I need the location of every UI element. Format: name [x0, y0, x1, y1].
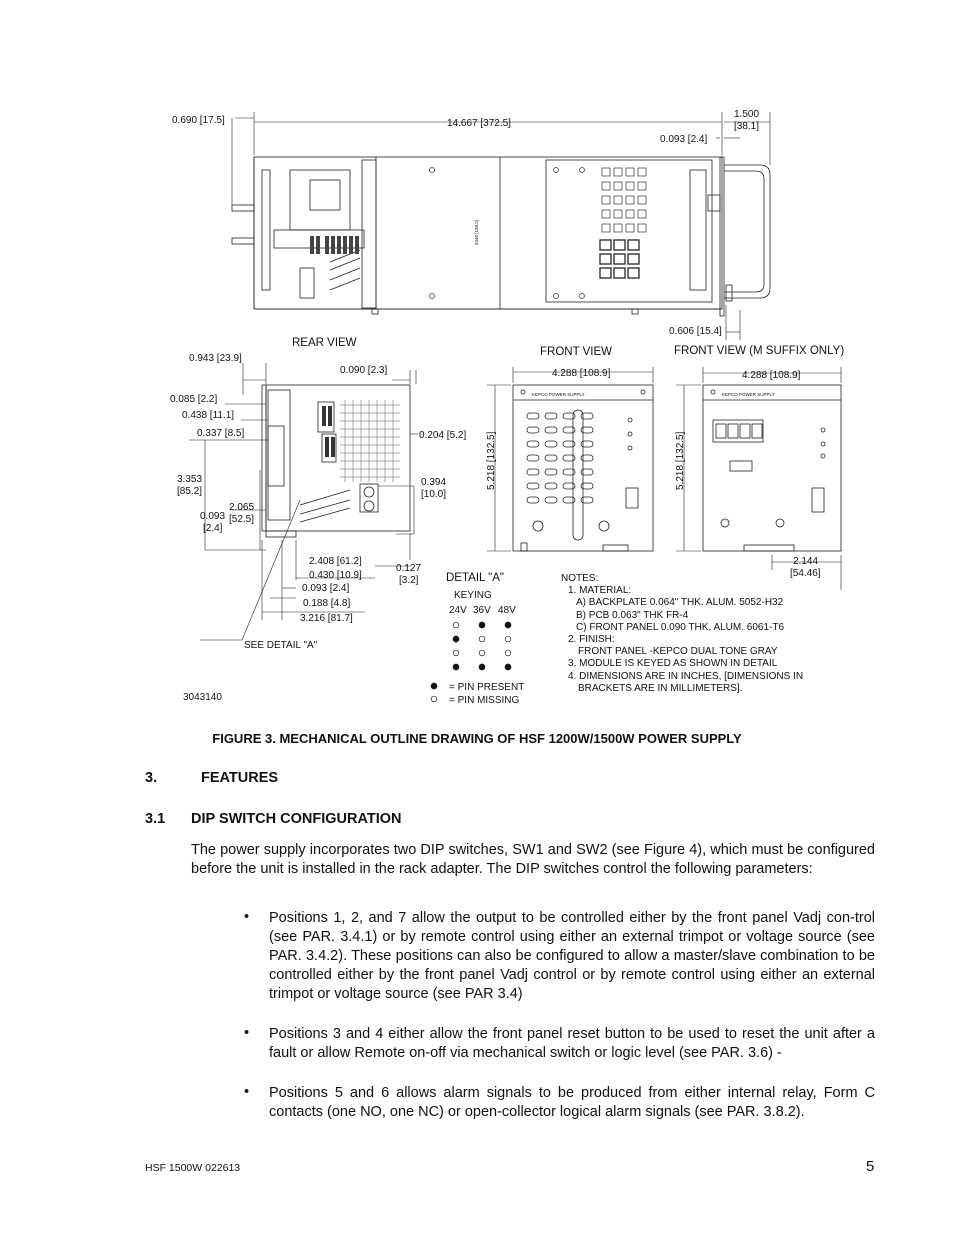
dim-3353-mm: [85.2]: [177, 486, 203, 497]
dim-0093-a: 0.093: [200, 511, 226, 522]
dim-0093-top: 0.093 [2.4]: [660, 134, 708, 145]
dim-5218-a: 5.218 [132.5]: [486, 431, 497, 490]
bullet-positions-3-4: Positions 3 and 4 either allow the front panel reset button to be used to reset the unit after a fault or allow Remote on-off via mechanical switch or logic level (see PAR. 3.6) -: [269, 1026, 875, 1061]
subsection-title: DIP SWITCH CONFIGURATION: [191, 811, 402, 827]
kepco-brand: KEPCO POWER SUPPLY: [532, 392, 585, 397]
keying-col-48v: 48V: [498, 605, 516, 616]
dim-0090: 0.090 [2.3]: [340, 365, 388, 376]
dim-1500-mm: [38.1]: [734, 121, 760, 132]
dim-0204: 0.204 [5.2]: [419, 430, 467, 441]
dim-0093-c: 0.093 [2.4]: [302, 583, 350, 594]
bullet-positions-1-2-7: Positions 1, 2, and 7 allow the output to be controlled either by the front panel Vadj con-trol (see PAR. 3.4.1) or by remote control using either an external trimpot or voltage source (see PAR. 3.4.2). These positions can also be configured to allow a master/slave combination to be controlled either by the front panel Vadj control or by remote control using either an external trimpot or voltage source (see PAR 3.4): [269, 910, 875, 1002]
notes-title: NOTES:: [561, 573, 599, 584]
dim-0085: 0.085 [2.2]: [170, 394, 218, 405]
figure-caption: FIGURE 3. MECHANICAL OUTLINE DRAWING OF HSF 1200W/1500W POWER SUPPLY: [212, 731, 742, 746]
section-number: 3.: [145, 770, 158, 786]
dim-1500: 1.500: [734, 109, 760, 120]
note-line: C) FRONT PANEL 0.090 THK. ALUM. 6061-T6: [576, 622, 785, 633]
bullet-marker: •: [244, 1084, 250, 1100]
note-line: FRONT PANEL -KEPCO DUAL TONE GRAY: [578, 646, 778, 657]
detail-a-label: DETAIL "A": [446, 572, 505, 584]
rear-view-outline: [266, 385, 410, 531]
dim-0127-mm: [3.2]: [399, 575, 419, 586]
dim-4288-a: 4.288 [108.9]: [552, 368, 611, 379]
dim-2065-mm: [52.5]: [229, 514, 255, 525]
dim-0127: 0.127: [396, 563, 422, 574]
dim-0690: 0.690 [17.5]: [172, 115, 225, 126]
dim-14667: 14.667 [372.5]: [447, 118, 511, 129]
subsection-number: 3.1: [145, 811, 166, 827]
dim-0394: 0.394: [421, 477, 447, 488]
dim-5218-b: 5.218 [132.5]: [675, 431, 686, 490]
intro-paragraph: The power supply incorporates two DIP switches, SW1 and SW2 (see Figure 4), which must be configured before the unit is installed in the rack adapter. The DIP switches control the following parameters:: [191, 842, 875, 877]
legend-pin-present: = PIN PRESENT: [449, 682, 525, 693]
bullet-positions-5-6: Positions 5 and 6 allows alarm signals to be produced from either internal relay, Form C contacts (one NO, one NC) or open-collector logical alarm signals (see PAR. 3.8.2).: [269, 1085, 875, 1120]
dim-0394-mm: [10.0]: [421, 489, 447, 500]
vertical-label: 5440 [138.2]: [474, 219, 479, 245]
legend-pin-missing: = PIN MISSING: [449, 695, 520, 706]
dim-3353: 3.353: [177, 474, 203, 485]
see-detail-a: SEE DETAIL "A": [244, 640, 318, 651]
note-line: A) BACKPLATE 0.064" THK. ALUM. 5052-H32: [576, 597, 784, 608]
dim-3216: 3.216 [81.7]: [300, 613, 353, 624]
dim-0438: 0.438 [11.1]: [182, 410, 235, 421]
front-view-label: FRONT VIEW: [540, 346, 612, 358]
dim-2144: 2.144: [793, 556, 819, 567]
dim-0943: 0.943 [23.9]: [189, 353, 242, 364]
dim-4288-b: 4.288 [108.9]: [742, 370, 801, 381]
note-line: 2. FINISH:: [568, 634, 615, 645]
front-view-m-panel: [703, 385, 841, 551]
dim-0606: 0.606 [15.4]: [669, 326, 722, 337]
dim-0188: 0.188 [4.8]: [303, 598, 351, 609]
footer-doc-id: HSF 1500W 022613: [145, 1162, 241, 1174]
bullet-marker: •: [244, 909, 250, 925]
front-view-m-label: FRONT VIEW (M SUFFIX ONLY): [674, 345, 845, 357]
dim-0430: 0.430 [10.9]: [309, 570, 362, 581]
rear-view-label: REAR VIEW: [292, 337, 357, 349]
part-number: 3043140: [183, 692, 222, 703]
keying-col-36v: 36V: [473, 605, 491, 616]
page-number: 5: [866, 1158, 875, 1175]
note-line: 4. DIMENSIONS ARE IN INCHES, [DIMENSIONS IN: [568, 671, 804, 682]
note-line: 1. MATERIAL:: [568, 585, 632, 596]
dim-2408: 2.408 [61.2]: [309, 556, 362, 567]
dim-2065: 2.065: [229, 502, 255, 513]
dim-0093-a-mm: [2.4]: [203, 523, 223, 534]
keying-col-24v: 24V: [449, 605, 467, 616]
bullet-marker: •: [244, 1025, 250, 1041]
dim-2144-mm: [54.46]: [790, 568, 821, 579]
dim-0337: 0.337 [8.5]: [197, 428, 245, 439]
note-line: B) PCB 0.063" THK FR-4: [576, 610, 689, 621]
kepco-brand-m: KEPCO POWER SUPPLY: [722, 392, 775, 397]
note-line: BRACKETS ARE IN MILLIMETERS].: [578, 683, 743, 694]
note-line: 3. MODULE IS KEYED AS SHOWN IN DETAIL: [568, 658, 778, 669]
keying-title: KEYING: [454, 590, 492, 601]
section-title: FEATURES: [201, 770, 279, 786]
